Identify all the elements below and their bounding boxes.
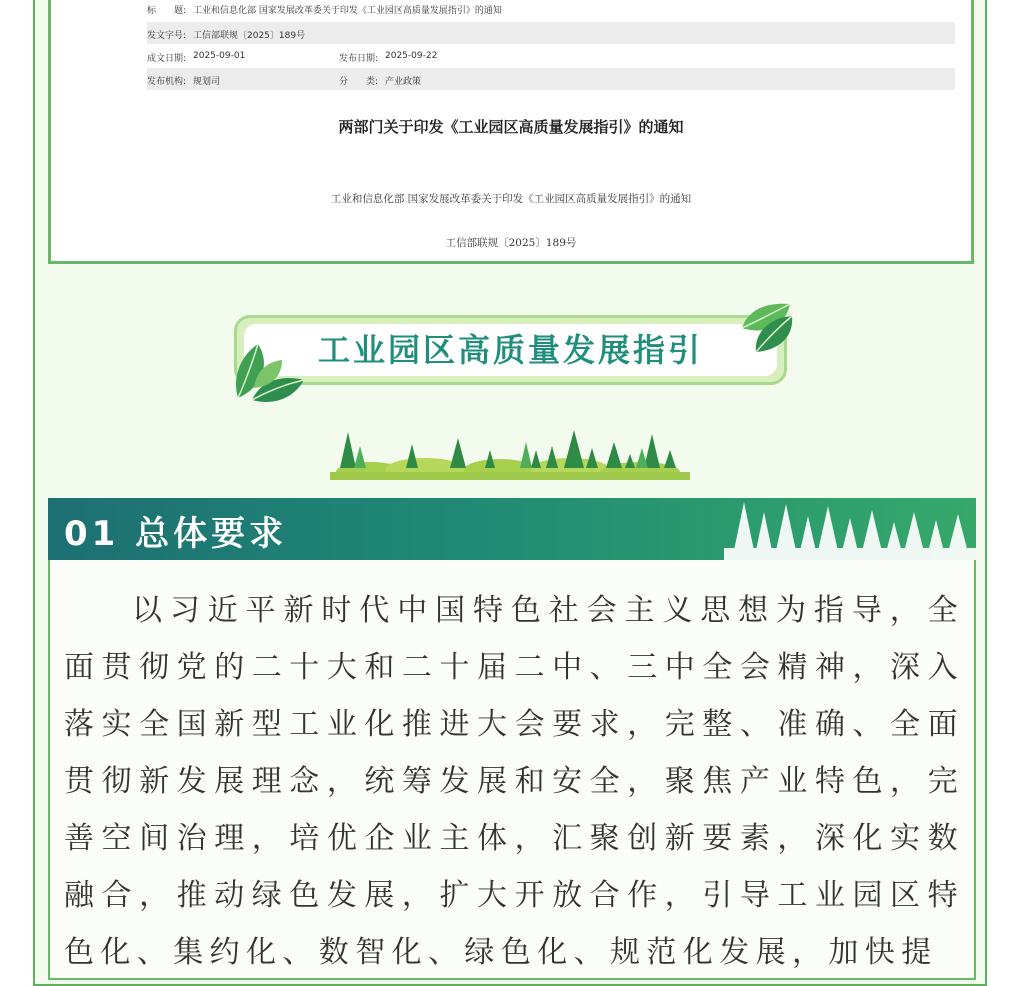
meta-title-label: 标 题: <box>147 6 187 16</box>
meta-published-value: 2025-09-22 <box>385 51 438 61</box>
section-content <box>48 560 976 980</box>
section-header <box>48 498 976 560</box>
meta-row-title <box>147 0 955 19</box>
document-card <box>48 0 974 264</box>
leaf-icon <box>736 300 798 354</box>
meta-title-value: 工业和信息化部 国家发展改革委关于印发《工业园区高质量发展指引》的通知 <box>193 6 502 16</box>
document-number: 工信部联规〔2025〕189号 <box>445 237 577 249</box>
meta-doc-number-value: 工信部联规〔2025〕189号 <box>193 31 306 41</box>
meta-row-issuer <box>147 68 955 90</box>
forest-icon <box>330 420 690 480</box>
meta-created-label: 成文日期: <box>147 54 187 64</box>
document-heading: 两部门关于印发《工业园区高质量发展指引》的通知 <box>338 118 684 136</box>
meta-doc-number-label: 发文字号: <box>147 31 187 41</box>
meta-row-doc-number <box>147 22 955 44</box>
meta-category-value: 产业政策 <box>385 77 422 87</box>
meta-published-label: 发布日期: <box>339 54 379 64</box>
meta-created-value: 2025-09-01 <box>193 51 246 61</box>
title-banner <box>230 300 800 400</box>
meta-issuer-value: 规划司 <box>193 77 221 87</box>
forest-icon <box>714 498 976 560</box>
meta-category-label: 分 类: <box>339 77 379 87</box>
document-subheading: 工业和信息化部 国家发展改革委关于印发《工业园区高质量发展指引》的通知 <box>330 193 692 205</box>
section-title: 01 总体要求 <box>64 514 288 554</box>
leaf-icon <box>230 338 310 404</box>
section-body-text: 以习近平新时代中国特色社会主义思想为指导，全面贯彻党的二十大和二十届二中、三中全会精神，深入落实全国新型工业化推进大会要求，完整、准确、全面贯彻新发展理念，统筹发展和安全，聚焦产业特色，完善空间治理，培优企业主体，汇聚创新要素，深化实数融合，推动绿色发展，扩大开放合作，引导工业园区特色化、集约化、数智化、绿色化、规范化发展，加快提 <box>64 593 964 970</box>
meta-issuer-label: 发布机构: <box>147 77 187 87</box>
banner-title: 工业园区高质量发展指引 <box>317 331 703 369</box>
meta-row-dates <box>147 45 955 67</box>
